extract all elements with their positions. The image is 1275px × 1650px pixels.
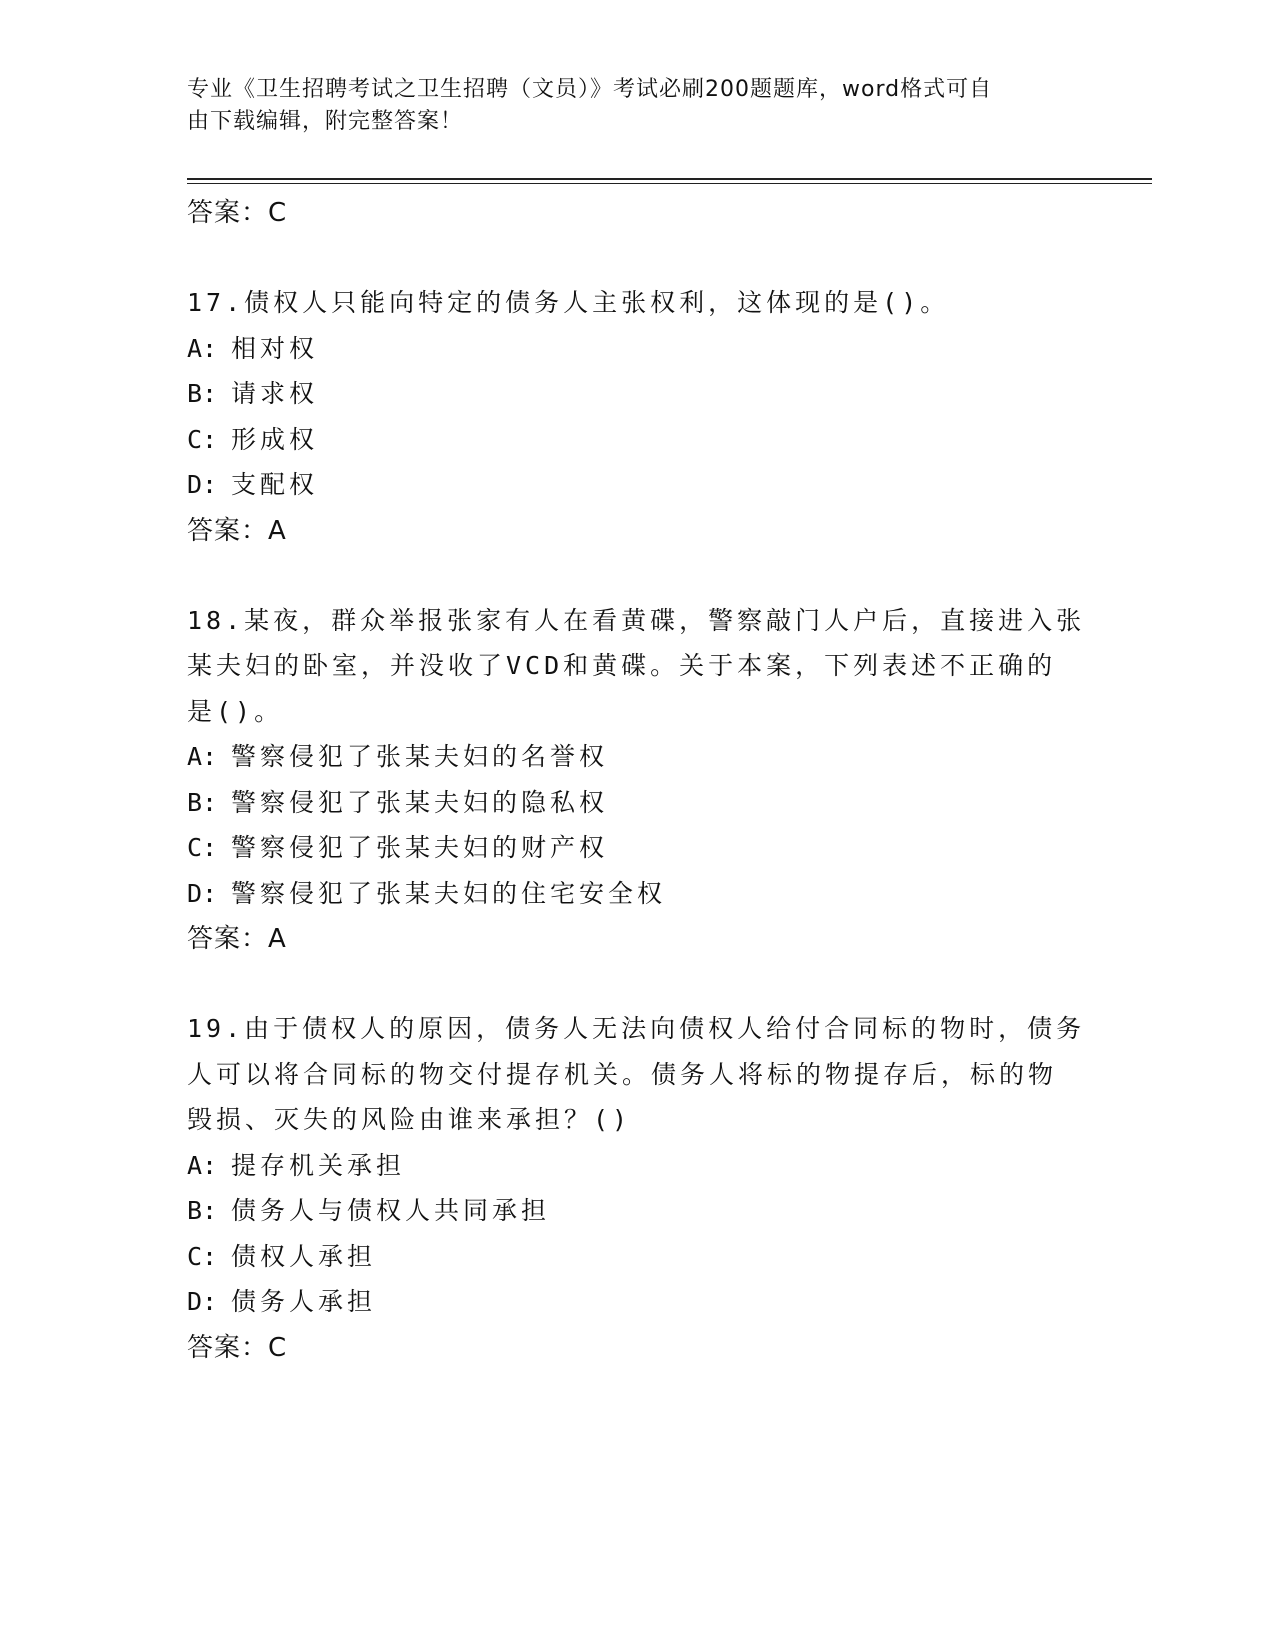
option-text: 警察侵犯了张某夫妇的住宅安全权 [231, 878, 667, 908]
option-letter: D: [187, 470, 218, 499]
option-text: 请求权 [231, 379, 319, 408]
header-line-2: 由下载编辑，附完整答案！ [187, 109, 464, 134]
option-text: 相对权 [231, 333, 319, 363]
option-letter: B: [187, 787, 218, 817]
option-a [187, 326, 1087, 372]
option-c [187, 417, 1087, 463]
option-text: 警察侵犯了张某夫妇的隐私权 [231, 787, 609, 817]
option-b [187, 371, 1087, 417]
option-letter: C: [187, 1241, 218, 1271]
option-letter: C: [187, 424, 218, 454]
option-text: 形成权 [231, 424, 319, 454]
option-d [187, 462, 1087, 508]
page-header [187, 74, 1067, 138]
option-c [187, 1234, 1087, 1280]
question-18 [187, 598, 1087, 963]
question-text-line-3: 是()。 [187, 696, 284, 726]
question-text-line-2: 某夫妇的卧室，并没收了VCD和黄碟。关于本案，下列表述不正确的 [187, 651, 1057, 680]
option-a [187, 734, 1087, 780]
header-divider-thin [187, 183, 1152, 184]
header-divider [187, 178, 1152, 180]
option-text: 债权人承担 [231, 1241, 377, 1271]
option-text: 警察侵犯了张某夫妇的财产权 [231, 833, 609, 862]
option-text: 债务人承担 [231, 1287, 377, 1316]
question-content [187, 190, 1087, 1371]
option-letter: A: [187, 1150, 218, 1180]
option-letter: D: [187, 1287, 218, 1316]
question-text: 17.债权人只能向特定的债务人主张权利，这体现的是()。 [187, 288, 950, 317]
question-text-line-2: 人可以将合同标的物交付提存机关。债务人将标的物提存后，标的物 [187, 1059, 1058, 1089]
question-text-line-1: 19.由于债权人的原因，债务人无法向债权人给付合同标的物时，债务 [187, 1014, 1086, 1043]
answer-17: 答案：A [187, 515, 287, 546]
answer-18: 答案：A [187, 924, 287, 954]
question-17 [187, 280, 1087, 554]
option-letter: C: [187, 833, 218, 862]
header-line-1: 专业《卫生招聘考试之卫生招聘（文员）》考试必刷200题题库，word格式可自 [187, 77, 993, 102]
option-d [187, 871, 1087, 917]
question-text-line-3: 毁损、灭失的风险由谁来承担？() [187, 1105, 632, 1134]
option-text: 提存机关承担 [231, 1150, 406, 1180]
question-19 [187, 1006, 1087, 1371]
option-letter: A: [187, 333, 218, 363]
option-c [187, 825, 1087, 871]
option-letter: B: [187, 1196, 218, 1225]
option-b [187, 1188, 1087, 1234]
option-text: 警察侵犯了张某夫妇的名誉权 [231, 742, 609, 771]
option-d [187, 1279, 1087, 1325]
option-b [187, 780, 1087, 826]
answer-19: 答案：C [187, 1332, 288, 1363]
option-text: 支配权 [231, 470, 319, 499]
question-text-line-1: 18.某夜，群众举报张家有人在看黄碟，警察敲门人户后，直接进入张 [187, 605, 1086, 635]
option-a [187, 1143, 1087, 1189]
option-letter: B: [187, 379, 218, 408]
option-letter: D: [187, 878, 218, 908]
previous-answer: 答案：C [187, 198, 288, 228]
option-letter: A: [187, 742, 218, 771]
option-text: 债务人与债权人共同承担 [231, 1196, 551, 1225]
